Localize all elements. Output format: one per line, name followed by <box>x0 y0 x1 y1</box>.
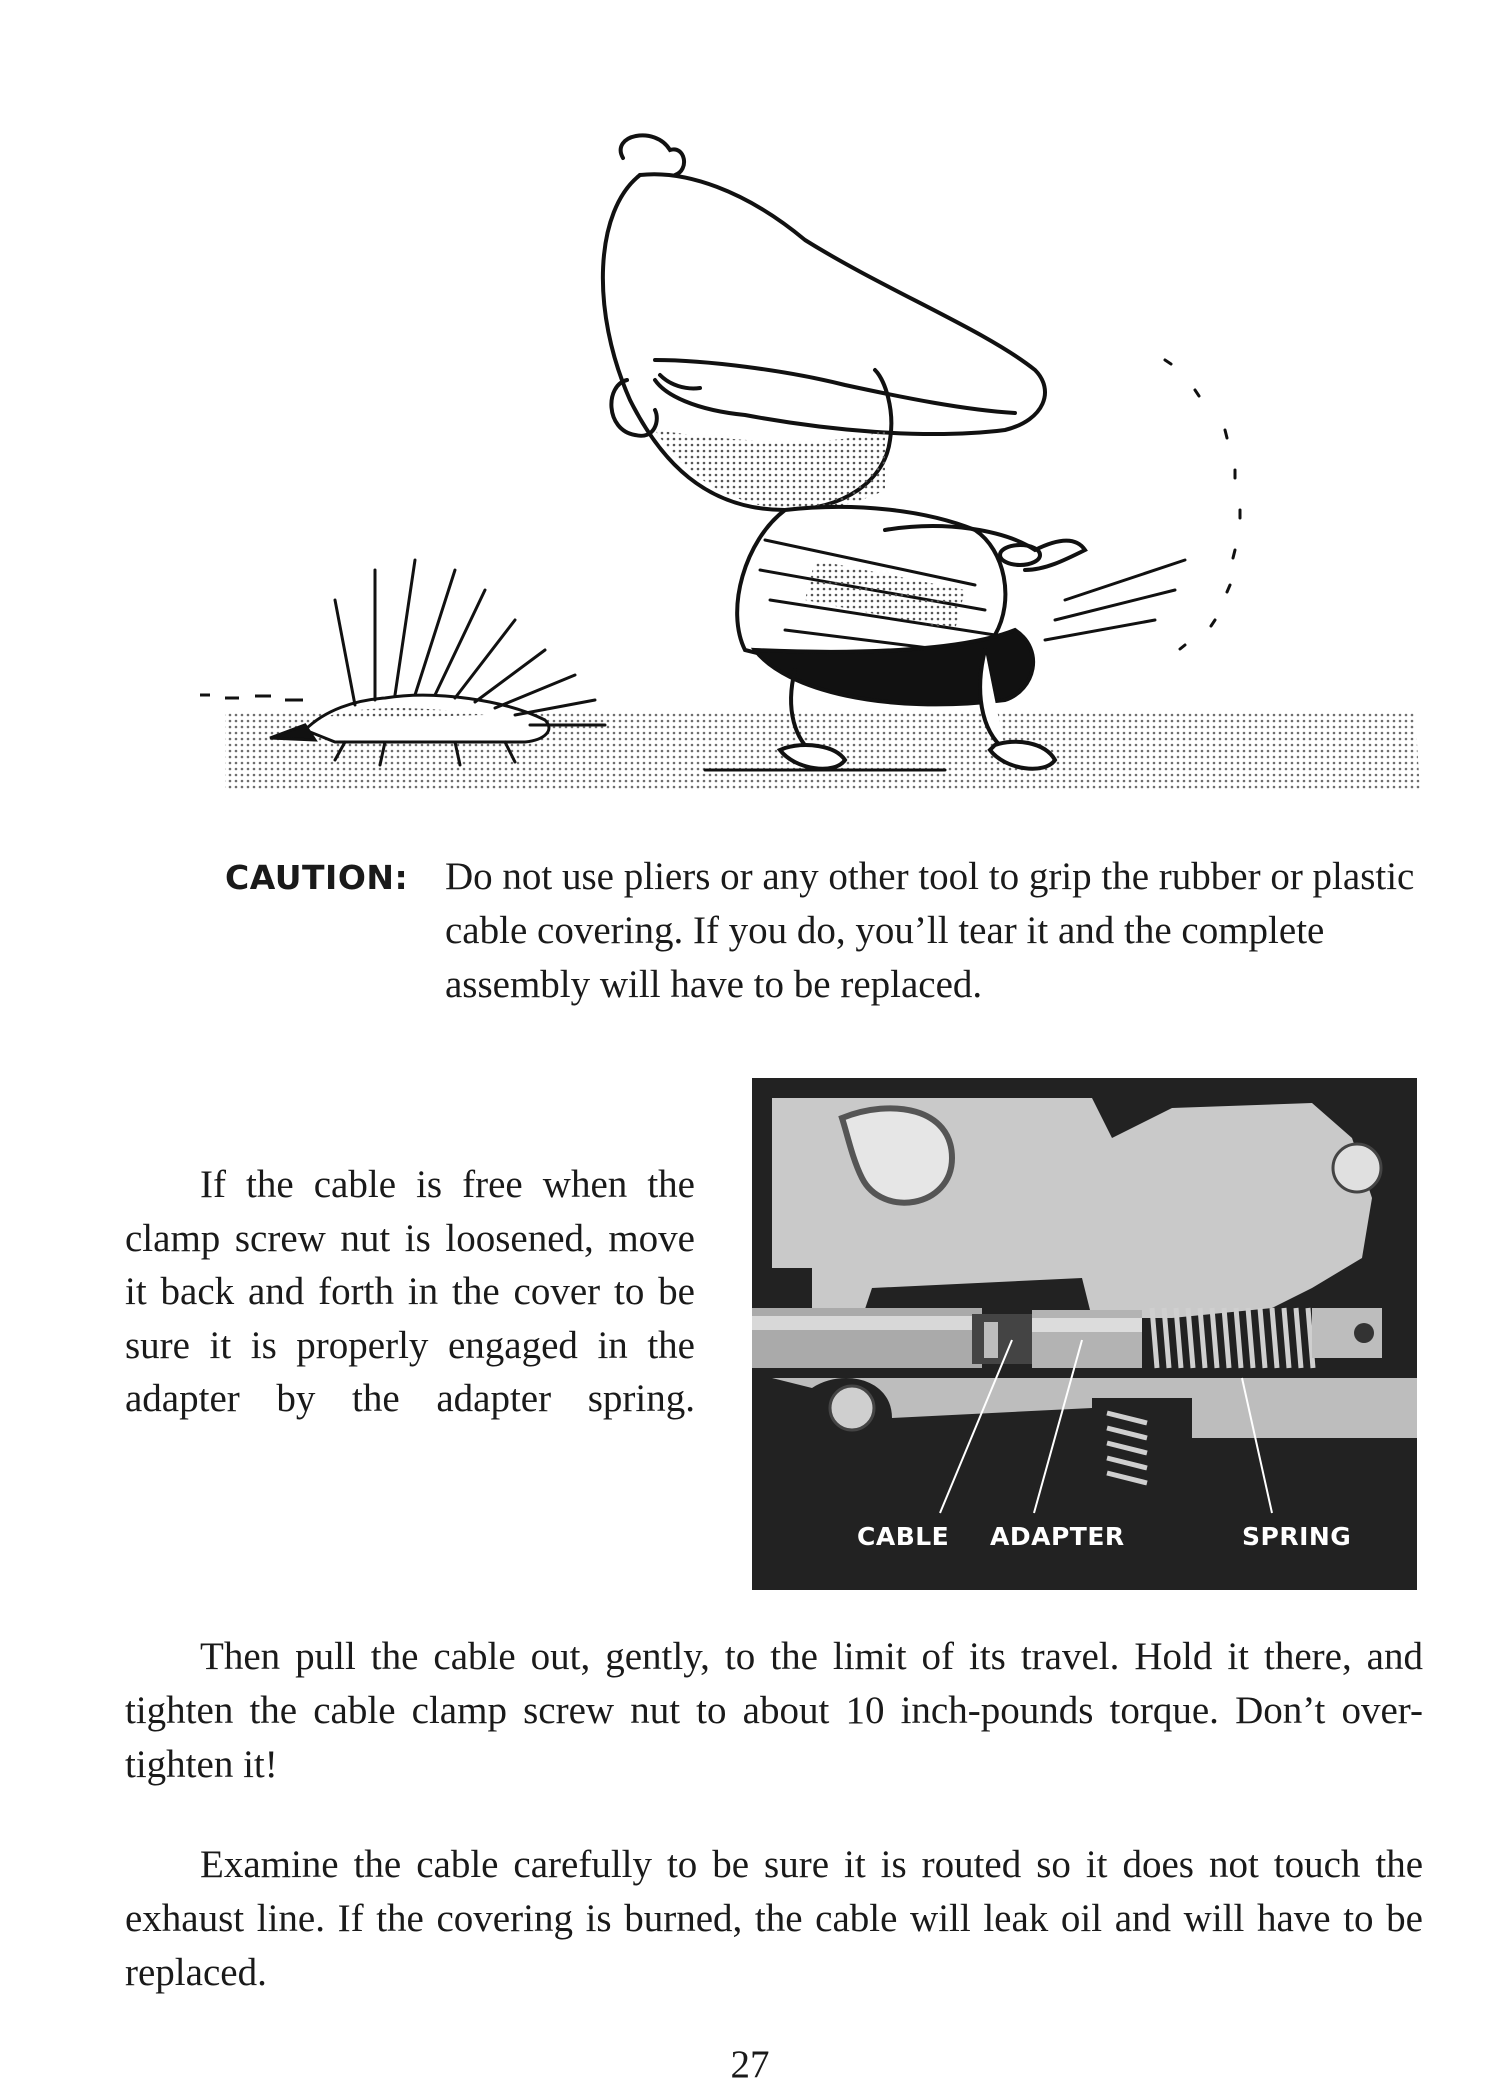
caution-label: CAUTION: <box>225 858 409 897</box>
boy-figure <box>603 135 1240 770</box>
cable-assembly-photo <box>752 1078 1417 1590</box>
page-number: 27 <box>730 2043 770 2086</box>
label-cable: CABLE <box>857 1522 950 1551</box>
paragraph-pull-cable <box>125 1630 1423 1792</box>
side-paragraph-text: If the cable is free when the clamp screw nut is loosened, move it back and forth in the cover to be sure it is properly engaged in the adapter by the adapter spring. <box>125 1163 695 1420</box>
paragraph-pull-cable-text: Then pull the cable out, gently, to the limit of its travel. Hold it there, and tighten the cable clamp screw nut to about 10 inch-pounds torque. Don’t over-tighten it! <box>125 1635 1423 1786</box>
side-paragraph <box>125 1158 695 1426</box>
boy-face-shading <box>655 430 885 510</box>
label-spring: SPRING <box>1242 1522 1352 1551</box>
paragraph-examine-cable-text: Examine the cable carefully to be sure it is routed so it does not touch the exhaust line. If the covering is burned, the cable will leak oil and will have to be replaced. <box>125 1843 1423 1994</box>
paragraph-examine-cable <box>125 1838 1423 2000</box>
cartoon-illustration <box>185 130 1425 810</box>
caution-text: Do not use pliers or any other tool to grip the rubber or plastic cable covering. If you do, you’ll tear it and the complete assembly will have to be replaced. <box>445 855 1415 1006</box>
label-adapter: ADAPTER <box>990 1522 1125 1551</box>
